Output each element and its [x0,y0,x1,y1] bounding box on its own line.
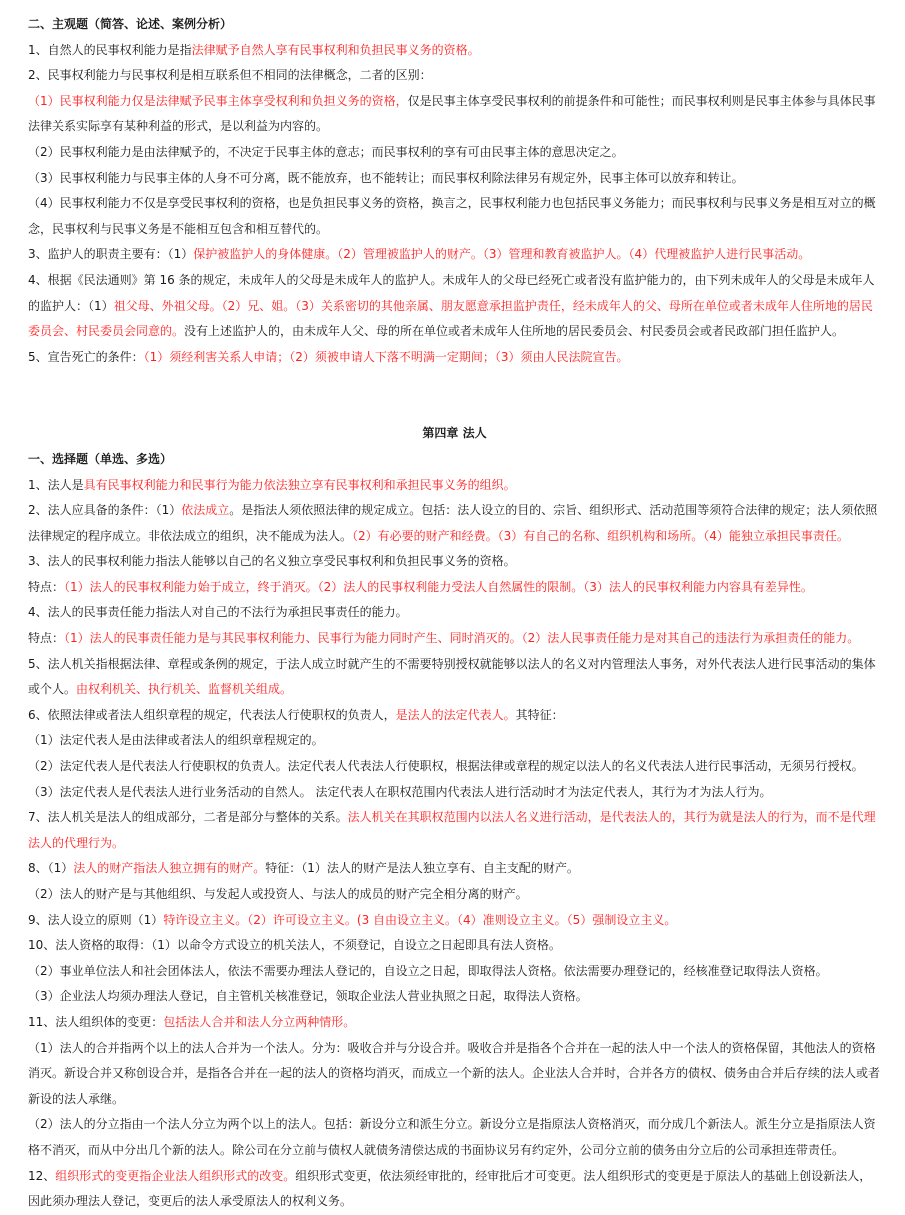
body-text: （4）民事权利能力不仅是享受民事权利的资格，也是负担民事义务的资格，换言之，民事权利能力也包括民事义务能力；而民事权利与民事义务是相互对立的概念，民事权利与民事义务是不能相互包含和相互替代的。 [28,196,876,236]
body-text: 7、法人机关是法人的组成部分，二者是部分与整体的关系。 [28,810,348,825]
paragraph [28,89,881,140]
body-text: （2）法人的财产是与其他组织、与发起人或投资人、与法人的成员的财产完全相分离的财产。 [28,887,528,901]
paragraph [28,166,881,192]
highlighted-text: 保护被监护人的身体健康。（2）管理被监护人的财产。（3）管理和教育被监护人。（4）代理被监护人进行民事活动。 [193,247,811,262]
body-text: 特点： [28,579,65,594]
highlighted-text: 法人机关在其职权范围内以法人名义进行活动，是代表法人的，其行为就是法人的行为，而不是代理法人的代理行为。 [28,810,876,850]
highlighted-text: 祖父母、外祖父母。（2）兄、姐。（3）关系密切的其他亲属、朋友愿意承担监护责任，经未成年人的父、母所在单位或者未成年人住所地的居民委员会、村民委员会同意的。 [28,298,873,339]
section-heading-subjective: 二、主观题（简答、论述、案例分析） [28,17,233,31]
paragraph [28,856,881,882]
body-text: 仅是民事主体享受民事权利的前提条件和可能性；而民事权利则是民事主体参与具体民事法律关系实际享有某种利益的形式，是以利益为内容的。 [28,93,876,134]
body-text: （3）企业法人均须办理法人登记，自主管机关核准登记，领取企业法人营业执照之日起，取得法人资格。 [28,989,588,1004]
body-text: 4、法人的民事责任能力指法人对自己的不法行为承担民事责任的能力。 [28,605,408,620]
body-text: （1）法定代表人是由法律或者法人的组织章程规定的。 [28,733,324,748]
body-text: 5、法人机关指根据法律、章程或条例的规定，于法人成立时就产生的不需要特别授权就能够以法人的名义对内管理法人事务，对外代表法人进行民事活动的集体或个人。 [28,656,876,697]
paragraph [28,498,881,549]
body-text: 1、自然人的民事权利能力是指 [28,42,192,57]
body-text: 特点： [28,631,65,646]
body-text: 4、根据《民法通则》第 16 条的规定，未成年人的父母是未成年人的监护人。未成年人的父母已经死亡或者没有监护能力的，由下列未成年人的父母是未成年人的监护人：（1） [28,272,875,313]
paragraph [28,652,881,703]
body-text: 3、监护人的职责主要有：（1） [28,247,194,262]
body-text: 组织形式变更，依法须经审批的，经审批后才可变更。法人组织形式的变更是于原法人的基础上创设新法人，因此须办理法人登记，变更后的法人承受原法人的权利义务。 [28,1168,872,1209]
paragraph [28,1164,881,1215]
body-text: 11、法人组织体的变更： [28,1014,164,1029]
highlighted-text: 依法成立 [181,503,230,518]
highlighted-text: 由权利机关、执行机关、监督机关组成。 [76,682,293,697]
section-heading-choice: 一、选择题（单选、多选） [28,451,173,466]
highlighted-text: （1）法人的民事责任能力是与其民事权利能力、民事行为能力同时产生、同时消灭的。（2）法人民事责任能力是对其自己的违法行为承担责任的能力。 [64,631,860,646]
paragraph [28,626,881,652]
paragraph [28,1112,881,1163]
chapter4-paragraphs [28,473,881,1215]
paragraph [28,549,881,575]
highlighted-text: （1）须经利害关系人申请；（2）须被申请人下落不明满一定期间；（3）须由人民法院宣告。 [143,349,629,364]
body-text: （3）法定代表人是代表法人进行业务活动的自然人。 法定代表人在职权范围内代表法人进行活动时才为法定代表人，其行为才为法人行为。 [28,784,772,799]
chapter-title: 第四章 法人 [422,426,487,441]
paragraph [28,268,881,345]
paragraph [28,754,881,780]
body-text: 特征：（1）法人的财产是法人独立享有、自主支配的财产。 [265,861,579,876]
body-text: 9、法人设立的原则（1） [28,912,164,927]
highlighted-text: （1）民事权利能力仅是法律赋予民事主体享受权利和负担义务的资格， [28,93,408,108]
paragraph [28,473,881,499]
paragraph [28,1010,881,1036]
paragraph [28,882,881,908]
paragraph [28,575,881,601]
highlighted-text: 具有民事权利能力和民事行为能力依法独立享有民事权利和承担民事义务的组织。 [83,477,516,492]
paragraph [28,191,881,242]
paragraph [28,805,881,856]
body-text: 8、（1） [28,861,74,876]
highlighted-text: 是法人的法定代表人。 [395,707,516,722]
body-text: （1）法人的合并指两个以上的法人合并为一个法人。分为：吸收合并与分设合并。吸收合并是指各个合并在一起的法人中一个法人的资格保留，其他法人的资格消灭。新设合并又称创设合并，是指各合并在一起的法人的资格均消灭，而成立一个新的法人。企业法人合并时，合并各方的债权、债务由合并后存续的法人或者新设的法人承继。 [28,1040,881,1106]
paragraph [28,600,881,626]
paragraph [28,728,881,754]
body-text: （2）事业单位法人和社会团体法人，依法不需要办理法人登记的，自设立之日起，即取得法人资格。依法需要办理登记的，经核准登记取得法人资格。 [28,963,828,978]
paragraph [28,345,881,371]
body-text: 1、法人是 [28,477,84,492]
body-text: 2、民事权利能力与民事权利是相互联系但不相同的法律概念，二者的区别： [28,68,432,83]
paragraph [28,63,881,89]
body-text: （2）法定代表人是代表法人行使职权的负责人。法定代表人代表法人行使职权，根据法律或章程的规定以法人的名义代表法人进行民事活动，无须另行授权。 [28,759,864,774]
section-gap [28,370,881,421]
body-text: 10、法人资格的取得：（1）以命令方式设立的机关法人，不须登记，自设立之日起即具有法人资格。 [28,938,561,953]
paragraph [28,242,881,268]
paragraph [28,959,881,985]
body-text: 6、依照法律或者法人组织章程的规定，代表法人行使职权的负责人， [28,707,396,722]
highlighted-text: （1）法人的民事权利能力始于成立，终于消灭。（2）法人的民事权利能力受法人自然属性的限制。（3）法人的民事权利能力内容具有差异性。 [64,579,813,594]
body-text: 5、宣告死亡的条件： [28,349,144,364]
body-text: 3、法人的民事权利能力指法人能够以自己的名义独立享受民事权利和负担民事义务的资格。 [28,554,516,569]
body-text: （3）民事权利能力与民事主体的人身不可分离，既不能放弃，也不能转让；而民事权利除法律另有规定外，民事主体可以放弃和转让。 [28,170,744,185]
paragraph [28,1036,881,1113]
paragraph [28,703,881,729]
highlighted-text: 包括法人合并和法人分立两种情形。 [163,1014,356,1029]
highlighted-text: 法律赋予自然人享有民事权利和负担民事义务的资格。 [191,42,480,57]
paragraph [28,984,881,1010]
paragraph [28,38,881,64]
body-text: （2）民事权利能力是由法律赋予的，不决定于民事主体的意志；而民事权利的享有可由民事主体的意思决定之。 [28,144,624,159]
subjective-paragraphs [28,38,881,371]
body-text: 2、法人应具备的条件：（1） [28,503,182,518]
paragraph [28,780,881,806]
body-text: 其特征： [515,707,564,722]
paragraph [28,933,881,959]
body-text: （2）法人的分立指由一个法人分立为两个以上的法人。包括：新设分立和派生分立。新设分立是指原法人资格消灭，而分成几个新法人。派生分立是指原法人资格不消灭，而从中分出几个新的法人。除公司在分立前与债权人就债务清偿达成的书面协议另有约定外，公司分立前的债务由分立后的公司承担连带责任。 [28,1117,876,1157]
highlighted-text: （2）有必要的财产和经费。（3）有自己的名称、组织机构和场所。（4）能独立承担民事责任。 [352,528,849,543]
paragraph [28,908,881,934]
highlighted-text: 法人的财产指法人独立拥有的财产。 [73,861,266,876]
body-text: 。是指法人须依照法律的规定成立。包括：法人设立的目的、宗旨、组织形式、活动范围等须符合法律的规定；法人须依照法律规定的程序成立。非依法成立的组织，决不能成为法人。 [28,503,878,543]
body-text: 12、 [28,1168,56,1183]
paragraph [28,140,881,166]
body-text: 没有上述监护人的，由未成年人父、母的所在单位或者未成年人住所地的居民委员会、村民委员会或者民政部门担任监护人。 [184,324,845,339]
highlighted-text: 组织形式的变更指企业法人组织形式的改变。 [55,1168,296,1183]
highlighted-text: 特许设立主义。（2）许可设立主义。(3 自由设立主义。（4）准则设立主义。（5）强制设立主义。 [163,912,677,927]
